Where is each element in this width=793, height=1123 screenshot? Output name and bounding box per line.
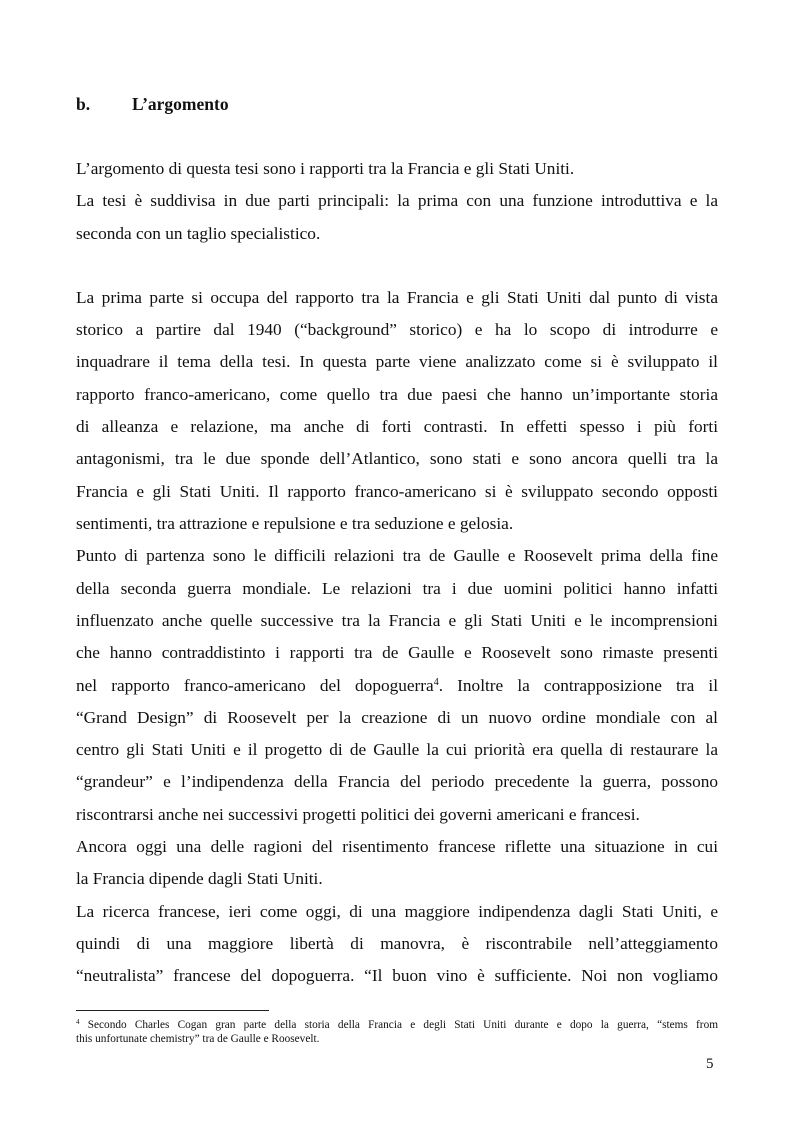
body-line: Francia e gli Stati Uniti. Il rapporto franco-americano si è sviluppato secondo opposti [76,482,718,501]
body-line [76,675,718,697]
body-line: La tesi è suddivisa in due parti principali: la prima con una funzione introduttiva e la [76,191,718,210]
footnote-line: this unfortunate chemistry” tra de Gaulle e Roosevelt. [76,1033,320,1045]
body-line: la Francia dipende dagli Stati Uniti. [76,869,323,888]
body-line: riscontrarsi anche nei successivi progetti politici dei governi americani e francesi. [76,805,640,824]
body-line-part: . Inoltre la contrapposizione tra il [438,676,718,695]
body-line: storico a partire dal 1940 (“background” storico) e ha lo scopo di introdurre e [76,320,718,339]
body-line: “neutralista” francese del dopoguerra. “Il buon vino è sufficiente. Noi non vogliamo [76,966,718,985]
footnote-text: Secondo Charles Cogan gran parte della storia della Francia e degli Stati Uniti durante e dopo la guerra, “stems from [87,1019,718,1031]
body-line: di alleanza e relazione, ma anche di forti contrasti. In effetti spesso i più forti [76,417,718,436]
footnote-separator [76,1010,269,1011]
body-line: “grandeur” e l’indipendenza della Francia del periodo precedente la guerra, possono [76,772,718,791]
section-heading [76,94,229,115]
footnote-ref: 4 [433,677,439,688]
body-line: “Grand Design” di Roosevelt per la creazione di un nuovo ordine mondiale con al [76,708,718,727]
body-line: influenzato anche quelle successive tra la Francia e gli Stati Uniti e le incomprensioni [76,611,718,630]
footnote-marker: 4 [76,1018,80,1026]
page-number: 5 [706,1056,714,1072]
body-line: inquadrare il tema della tesi. In questa parte viene analizzato come si è sviluppato il [76,352,718,371]
body-line: Ancora oggi una delle ragioni del risentimento francese riflette una situazione in cui [76,837,718,856]
body-line: che hanno contraddistinto i rapporti tra de Gaulle e Roosevelt sono rimaste presenti [76,643,718,662]
body-line: La ricerca francese, ieri come oggi, di una maggiore indipendenza dagli Stati Uniti, e [76,902,718,921]
body-line: rapporto franco-americano, come quello tra due paesi che hanno un’importante storia [76,385,718,404]
section-number: b. [76,94,91,114]
body-line: La prima parte si occupa del rapporto tra la Francia e gli Stati Uniti dal punto di vista [76,288,718,307]
body-line: seconda con un taglio specialistico. [76,224,321,243]
body-line: antagonismi, tra le due sponde dell’Atlantico, sono stati e sono ancora quelli tra la [76,449,718,468]
body-line: sentimenti, tra attrazione e repulsione e tra seduzione e gelosia. [76,514,514,533]
body-line: centro gli Stati Uniti e il progetto di de Gaulle la cui priorità era quella di restaurare la [76,740,718,759]
body-line: L’argomento di questa tesi sono i rapporti tra la Francia e gli Stati Uniti. [76,159,575,178]
body-line: Punto di partenza sono le difficili relazioni tra de Gaulle e Roosevelt prima della fine [76,546,718,565]
section-title: L’argomento [132,94,229,114]
body-line: della seconda guerra mondiale. Le relazioni tra i due uomini politici hanno infatti [76,579,718,598]
body-line-part: nel rapporto franco-americano del dopoguerra [76,676,434,695]
footnote-line [76,1018,718,1032]
body-line: quindi di una maggiore libertà di manovra, è riscontrabile nell’atteggiamento [76,934,718,953]
